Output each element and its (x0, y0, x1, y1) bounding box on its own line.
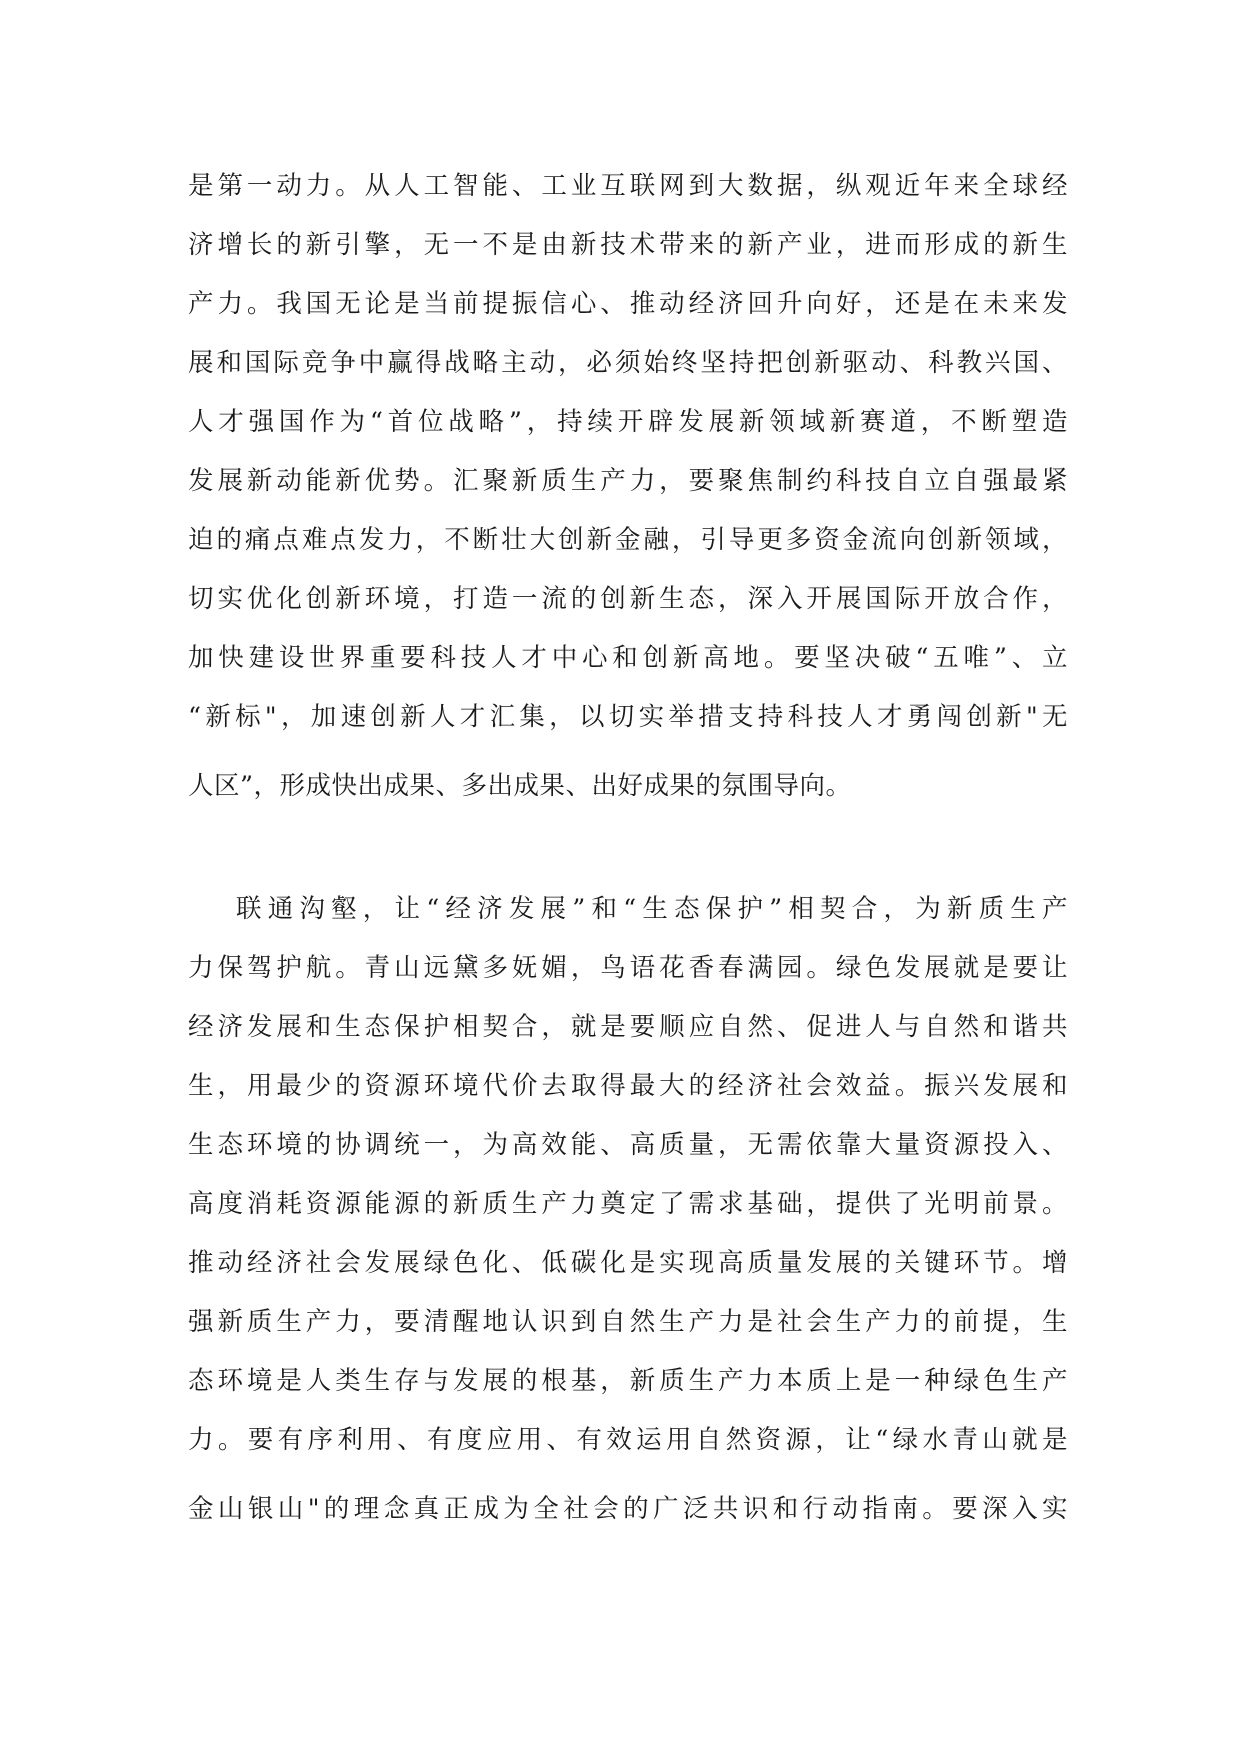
text-line: 态环境是人类生存与发展的根基，新质生产力本质上是一种绿色生产 (188, 1366, 1068, 1396)
text-line: 迫的痛点难点发力，不断壮大创新金融，引导更多资金流向创新领域， (188, 525, 1068, 555)
text-line: 切实优化创新环境，打造一流的创新生态，深入开展国际开放合作， (188, 584, 1068, 614)
text-line: 金山银山"的理念真正成为全社会的广泛共识和行动指南。要深入实 (188, 1494, 1068, 1524)
text-line: 联通沟壑，让“经济发展”和“生态保护”相契合，为新质生产 (236, 894, 1068, 924)
text-line: 人才强国作为“首位战略”，持续开辟发展新领域新赛道，不断塑造 (188, 407, 1068, 437)
text-line: 强新质生产力，要清醒地认识到自然生产力是社会生产力的前提，生 (188, 1307, 1068, 1337)
text-line: 推动经济社会发展绿色化、低碳化是实现高质量发展的关键环节。增 (188, 1248, 1068, 1278)
text-line: 是第一动力。从人工智能、工业互联网到大数据，纵观近年来全球经 (188, 171, 1068, 201)
text-line: 生态环境的协调统一，为高效能、高质量，无需依靠大量资源投入、 (188, 1130, 1068, 1160)
text-line: 济增长的新引擎，无一不是由新技术带来的新产业，进而形成的新生 (188, 230, 1068, 260)
text-line: 力。要有序利用、有度应用、有效运用自然资源，让“绿水青山就是 (188, 1425, 1068, 1455)
text-line: 生，用最少的资源环境代价去取得最大的经济社会效益。振兴发展和 (188, 1071, 1068, 1101)
text-line: 产力。我国无论是当前提振信心、推动经济回升向好，还是在未来发 (188, 289, 1068, 319)
paragraph-ecology (188, 889, 1068, 1548)
text-line: 高度消耗资源能源的新质生产力奠定了需求基础，提供了光明前景。 (188, 1189, 1068, 1219)
text-line: 经济发展和生态保护相契合，就是要顺应自然、促进人与自然和谐共 (188, 1012, 1068, 1042)
text-line: 加快建设世界重要科技人才中心和创新高地。要坚决破“五唯”、立 (188, 643, 1068, 673)
text-line: 人区”，形成快出成果、多出成果、出好成果的氛围导向。 (188, 771, 852, 801)
text-line: 发展新动能新优势。汇聚新质生产力，要聚焦制约科技自立自强最紧 (188, 466, 1068, 496)
text-line: “新标"，加速创新人才汇集，以切实举措支持科技人才勇闯创新"无 (188, 702, 1068, 732)
text-line: 力保驾护航。青山远黛多妩媚，鸟语花香春满园。绿色发展就是要让 (188, 953, 1068, 983)
paragraph-innovation (188, 166, 1068, 825)
text-line: 展和国际竞争中赢得战略主动，必须始终坚持把创新驱动、科教兴国、 (188, 348, 1068, 378)
